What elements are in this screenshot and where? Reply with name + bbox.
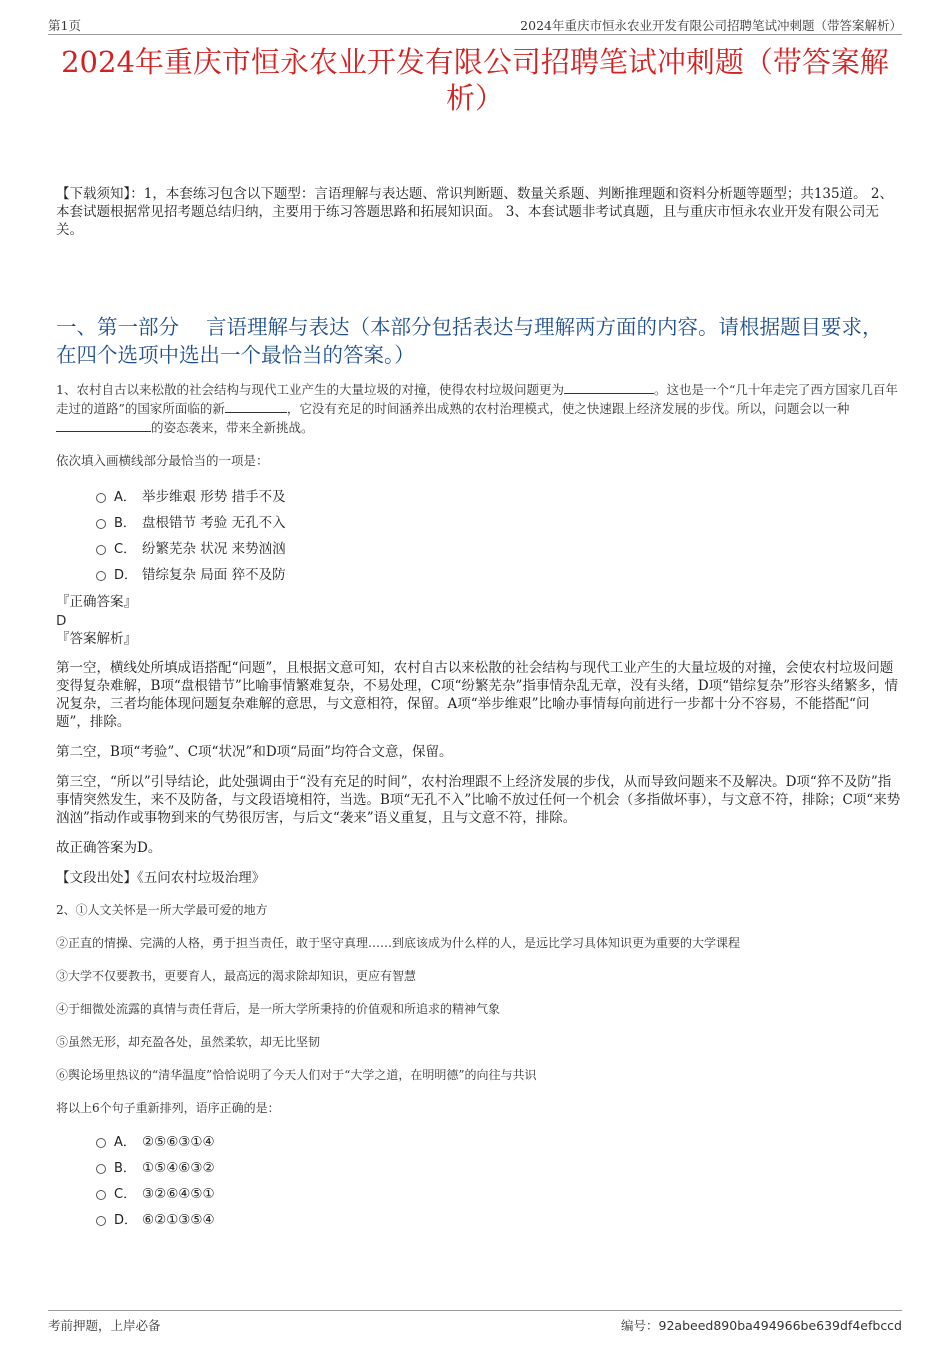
page-number: 第1页 — [48, 18, 81, 33]
radio-icon[interactable] — [96, 1164, 106, 1174]
answer-label: 『正确答案』 — [56, 594, 137, 610]
q1-option-a[interactable]: A． 举步维艰 形势 措手不及 — [96, 484, 901, 510]
blank-1 — [564, 381, 654, 394]
q1-option-d[interactable]: D． 错综复杂 局面 猝不及防 — [96, 562, 901, 588]
correct-answer: D — [56, 613, 67, 629]
q1-stem-part-b: 。这也是一个“几十年走完了西方国家几百年走过的道路”的国家所面临的新 — [56, 382, 898, 416]
q2-sentence: ⑤虽然无形，却充盈各处，虽然柔软，却无比坚韧 — [56, 1035, 321, 1049]
q2-option-b[interactable]: B． ①⑤④⑥③② — [96, 1155, 901, 1181]
radio-icon[interactable] — [96, 493, 106, 503]
blank-2 — [225, 400, 287, 413]
q1-stem-part-a: 1、农村自古以来松散的社会结构与现代工业产生的大量垃圾的对撞，使得农村垃圾问题更为 — [56, 382, 564, 397]
document-id-value: 92abeed890ba494966be639df4efbccd — [658, 1318, 902, 1333]
analysis-paragraph: 故正确答案为D。 — [56, 840, 162, 856]
source-reference: 【文段出处】《五问农村垃圾治理》 — [56, 870, 266, 886]
radio-icon[interactable] — [96, 1190, 106, 1200]
q2-sentence: ⑥舆论场里热议的“清华温度”恰恰说明了今天人们对于“大学之道，在明明德”的向往与共识 — [56, 1068, 537, 1082]
analysis-paragraph: 第二空，B项“考验”、C项“状况”和D项“局面”均符合文意，保留。 — [56, 744, 453, 760]
question-body — [56, 380, 901, 1233]
page-footer — [48, 1310, 902, 1335]
q2-sentence: ③大学不仅要教书，更要育人，最高远的渴求除却知识，更应有智慧 — [56, 969, 417, 983]
q1-options — [96, 484, 901, 588]
q2-sentence: ②正直的情操、完满的人格，勇于担当责任，敢于坚守真理……到底该成为什么样的人，是远比学习具体知识更为重要的大学课程 — [56, 936, 741, 950]
q1-stem-part-c: ，它没有充足的时间涵养出成熟的农村治理模式，使之快速跟上经济发展的步伐。所以，问题会以一种 — [286, 401, 850, 416]
document-id-label: 编号： — [621, 1318, 659, 1333]
radio-icon[interactable] — [96, 1138, 106, 1148]
section-heading: 一、第一部分 言语理解与表达（本部分包括表达与理解两方面的内容。请根据题目要求，在四个选项中选出一个最恰当的答案。） — [56, 315, 883, 367]
radio-icon[interactable] — [96, 1216, 106, 1226]
footer-slogan: 考前押题，上岸必备 — [48, 1318, 161, 1333]
q2-option-c[interactable]: C． ③②⑥④⑤① — [96, 1181, 901, 1207]
page-header — [48, 14, 902, 35]
question-1-stem — [56, 380, 901, 437]
radio-icon[interactable] — [96, 519, 106, 529]
radio-icon[interactable] — [96, 545, 106, 555]
q1-stem-part-d: 的姿态袭来，带来全新挑战。 — [151, 420, 314, 435]
q2-prompt: 将以上6个句子重新排列，语序正确的是： — [56, 1101, 280, 1115]
download-notice: 【下载须知】：1，本套练习包含以下题型：言语理解与表达题、常识判断题、数量关系题、判断推理题和资料分析题等题型；共135道。 2、本套试题根据常见招考题总结归纳，主要用于练习答题思路和拓展知识面。 3、本套试题非考试真题，且与重庆市恒永农业开发有限公司无关。 — [56, 186, 893, 238]
q2-options — [96, 1129, 901, 1233]
q1-prompt: 依次填入画横线部分最恰当的一项是： — [56, 453, 269, 468]
analysis-paragraph: 第一空，横线处所填成语搭配“问题”，且根据文意可知，农村自古以来松散的社会结构与现代工业产生的大量垃圾的对撞，会使农村垃圾问题变得复杂难解，B项“盘根错节”比喻事情繁难复杂，不易处理，C项“纷繁芜杂”指事情杂乱无章，没有头绪，D项“错综复杂”形容头绪繁多，情况复杂，三者均能体现问题复杂难解的意思，与文意相符，保留。A项“举步维艰”比喻办事情每向前进行一步都十分不容易，不能搭配“问题”，排除。 — [56, 660, 898, 730]
q2-sentence: 2、①人文关怀是一所大学最可爱的地方 — [56, 903, 268, 917]
document-title: 2024年重庆市恒永农业开发有限公司招聘笔试冲刺题（带答案解析） — [61, 45, 889, 115]
analysis-paragraph: 第三空，“所以”引导结论，此处强调由于“没有充足的时间”，农村治理跟不上经济发展的步伐，从而导致问题来不及解决。D项“猝不及防”指事情突然发生，来不及防备，与文段语境相符，当选。B项“无孔不入”比喻不放过任何一个机会（多指做坏事），与文意不符，排除；C项“来势汹汹”指动作或事物到来的气势很厉害，与后文“袭来”语义重复，且与文意不符，排除。 — [56, 774, 901, 826]
q2-option-a[interactable]: A． ②⑤⑥③①④ — [96, 1129, 901, 1155]
radio-icon[interactable] — [96, 571, 106, 581]
blank-3 — [56, 419, 151, 432]
q1-option-b[interactable]: B． 盘根错节 考验 无孔不入 — [96, 510, 901, 536]
header-doc-title: 2024年重庆市恒永农业开发有限公司招聘笔试冲刺题（带答案解析） — [520, 18, 902, 33]
analysis-label: 『答案解析』 — [56, 631, 137, 647]
q2-sentence: ④于细微处流露的真情与责任背后，是一所大学所秉持的价值观和所追求的精神气象 — [56, 1002, 501, 1016]
document-id — [621, 1316, 902, 1334]
q1-option-c[interactable]: C． 纷繁芜杂 状况 来势汹汹 — [96, 536, 901, 562]
q2-option-d[interactable]: D． ⑥②①③⑤④ — [96, 1207, 901, 1233]
